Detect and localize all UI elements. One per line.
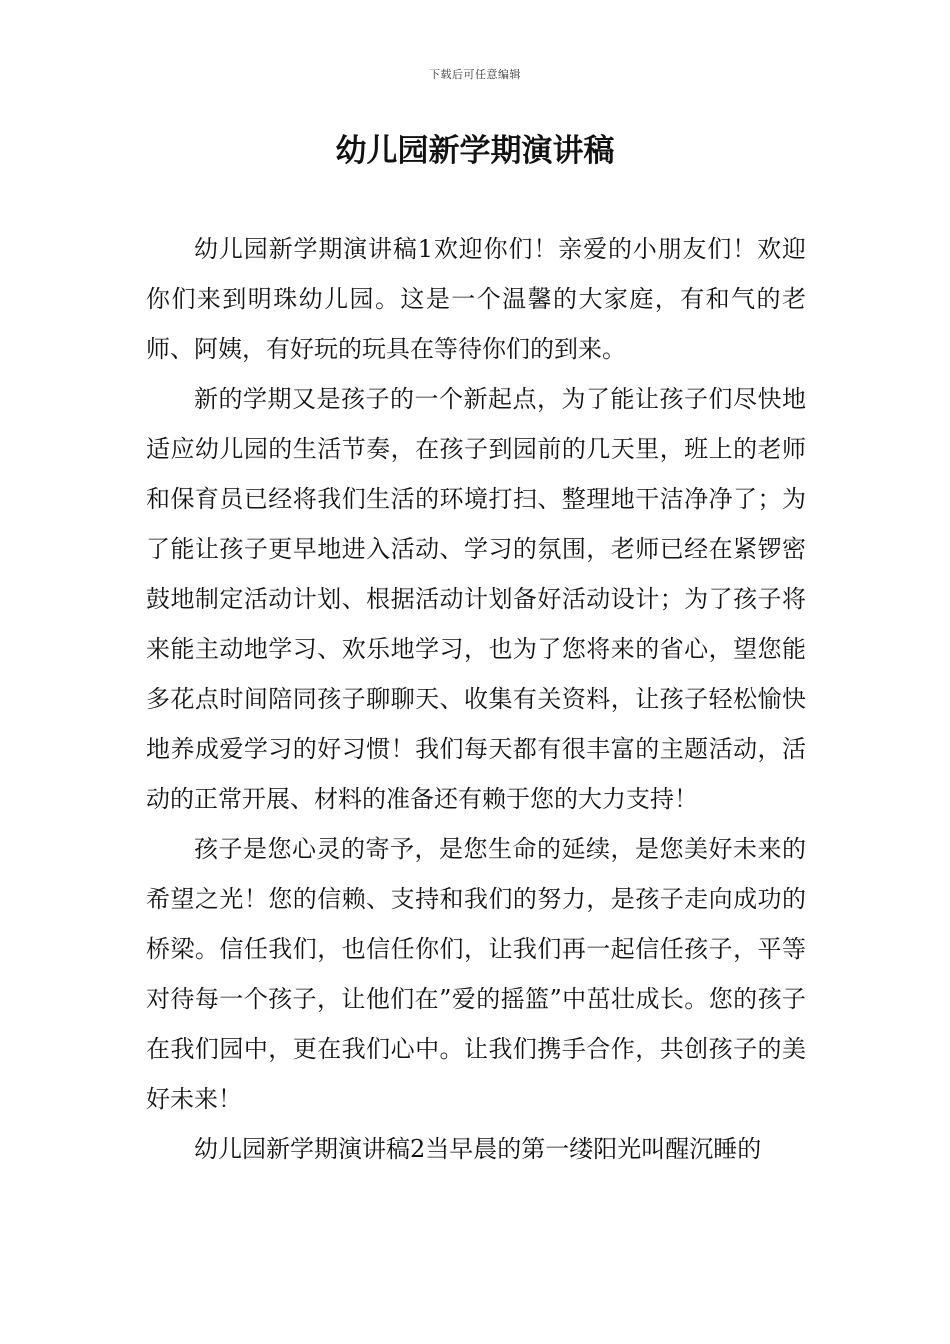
- document-body: [146, 224, 806, 1174]
- paragraph: 新的学期又是孩子的一个新起点，为了能让孩子们尽快地适应幼儿园的生活节奏，在孩子到园前的几天里，班上的老师和保育员已经将我们生活的环境打扫、整理地干洁净净了；为了能让孩子更早地进入活动、学习的氛围，老师已经在紧锣密鼓地制定活动计划、根据活动计划备好活动设计；为了孩子将来能主动地学习、欢乐地学习，也为了您将来的省心，望您能多花点时间陪同孩子聊聊天、收集有关资料，让孩子轻松愉快地养成爱学习的好习惯！我们每天都有很丰富的主题活动，活动的正常开展、材料的准备还有赖于您的大力支持！: [146, 385, 806, 813]
- paragraph: 幼儿园新学期演讲稿2当早晨的第一缕阳光叫醒沉睡的: [194, 1135, 762, 1163]
- document-title: 幼儿园新学期演讲稿: [335, 133, 615, 169]
- paragraph: 幼儿园新学期演讲稿1欢迎你们！亲爱的小朋友们！欢迎你们来到明珠幼儿园。这是一个温馨的大家庭，有和气的老师、阿姨，有好玩的玩具在等待你们的到来。: [146, 235, 806, 363]
- paragraph: 孩子是您心灵的寄予，是您生命的延续，是您美好未来的希望之光！您的信赖、支持和我们的努力，是孩子走向成功的桥梁。信任我们，也信任你们，让我们再一起信任孩子，平等对待每一个孩子，让他们在”爱的摇篮”中茁壮成长。您的孩子在我们园中，更在我们心中。让我们携手合作，共创孩子的美好未来！: [146, 835, 806, 1113]
- header-note: 下载后可任意编辑: [429, 68, 521, 81]
